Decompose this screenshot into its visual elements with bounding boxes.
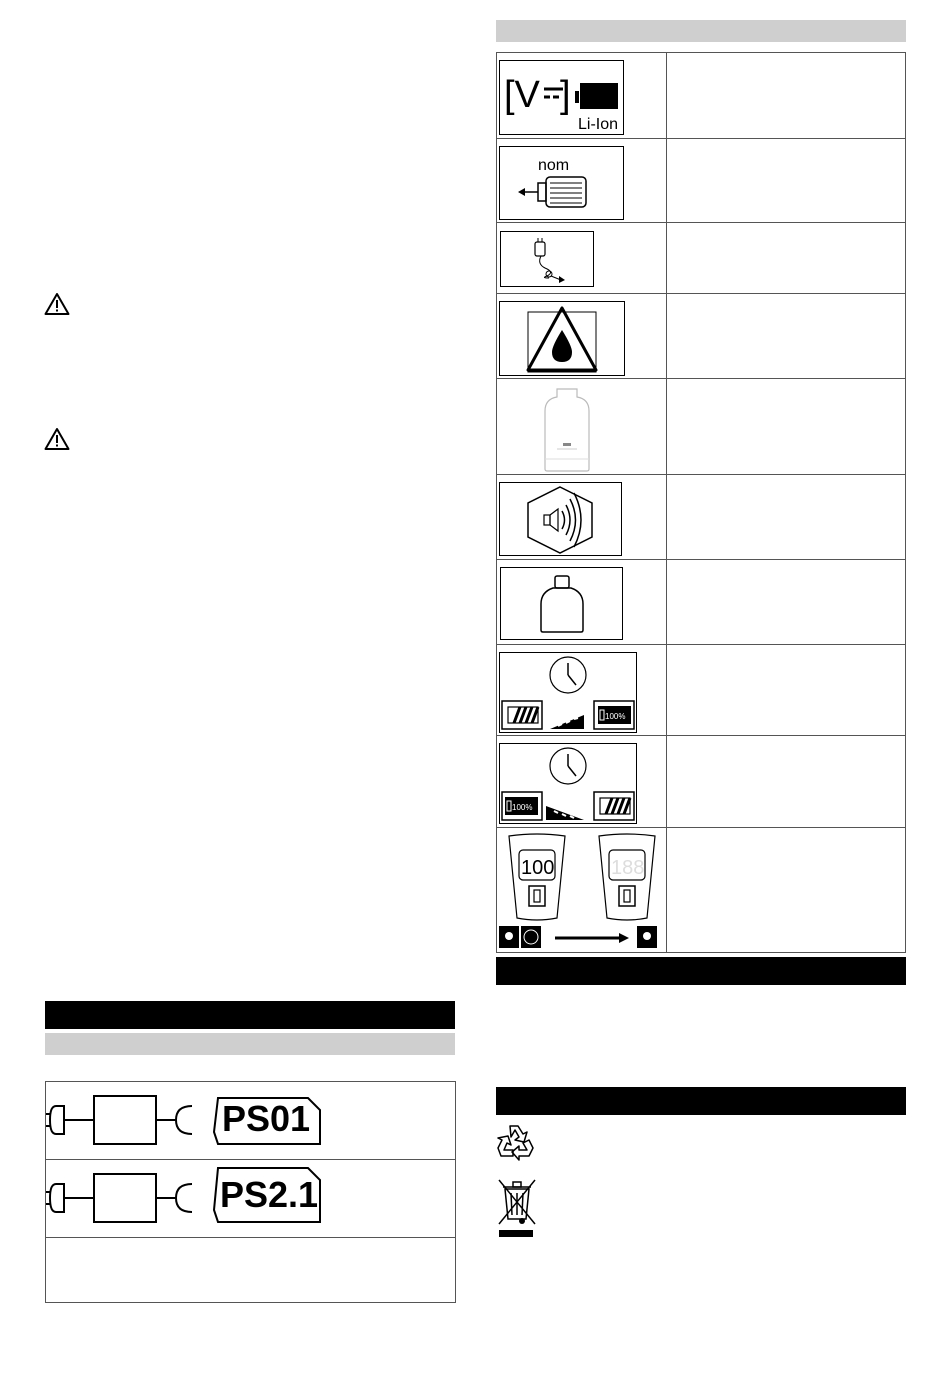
charger-adapter-icon <box>500 231 594 287</box>
symbol-row <box>497 560 905 645</box>
svg-text:[V: [V <box>504 74 540 116</box>
sound-level-icon <box>499 482 622 556</box>
symbol-row <box>497 139 905 223</box>
recycling-icon <box>496 1120 538 1162</box>
symbol-row <box>497 294 905 379</box>
li-ion-battery-voltage-icon <box>499 60 624 135</box>
section-header-bar <box>45 1001 455 1029</box>
section-header-bar <box>496 957 906 985</box>
symbol-row <box>497 223 905 294</box>
subsection-header-bar <box>45 1033 455 1055</box>
weight-icon <box>500 567 623 640</box>
warning-triangle-icon <box>44 427 70 451</box>
svg-text:Li-Ion: Li-Ion <box>578 116 619 133</box>
power-supply-row <box>46 1160 455 1238</box>
svg-text:100: 100 <box>521 857 555 879</box>
svg-text:100%: 100% <box>605 712 626 721</box>
symbol-row <box>497 736 905 828</box>
power-supply-table <box>45 1081 456 1303</box>
svg-text:100%: 100% <box>512 803 533 812</box>
tank-bottle-icon <box>537 387 597 473</box>
charging-time-icon <box>499 652 637 733</box>
crossed-bin-icon <box>496 1177 538 1237</box>
runtime-icon <box>499 743 637 824</box>
warning-triangle-icon <box>44 292 70 316</box>
symbol-row <box>497 475 905 560</box>
liquid-warning-icon <box>499 301 625 376</box>
symbol-row <box>497 379 905 475</box>
symbols-header-bar <box>496 20 906 42</box>
power-supply-row <box>46 1082 455 1160</box>
display-auto-off-icon <box>499 830 665 950</box>
svg-text:188: 188 <box>611 857 645 879</box>
symbol-row <box>497 828 905 952</box>
symbol-row <box>497 53 905 139</box>
symbols-table <box>496 52 906 953</box>
nominal-motor-icon <box>499 146 624 220</box>
svg-text:nom: nom <box>538 157 570 174</box>
power-supply-note-row <box>46 1238 455 1302</box>
ps21-label: PS2.1 <box>220 1174 319 1215</box>
symbol-row <box>497 645 905 736</box>
section-header-bar <box>496 1087 906 1115</box>
ps01-label: PS01 <box>222 1098 311 1139</box>
svg-text:]: ] <box>560 74 571 116</box>
